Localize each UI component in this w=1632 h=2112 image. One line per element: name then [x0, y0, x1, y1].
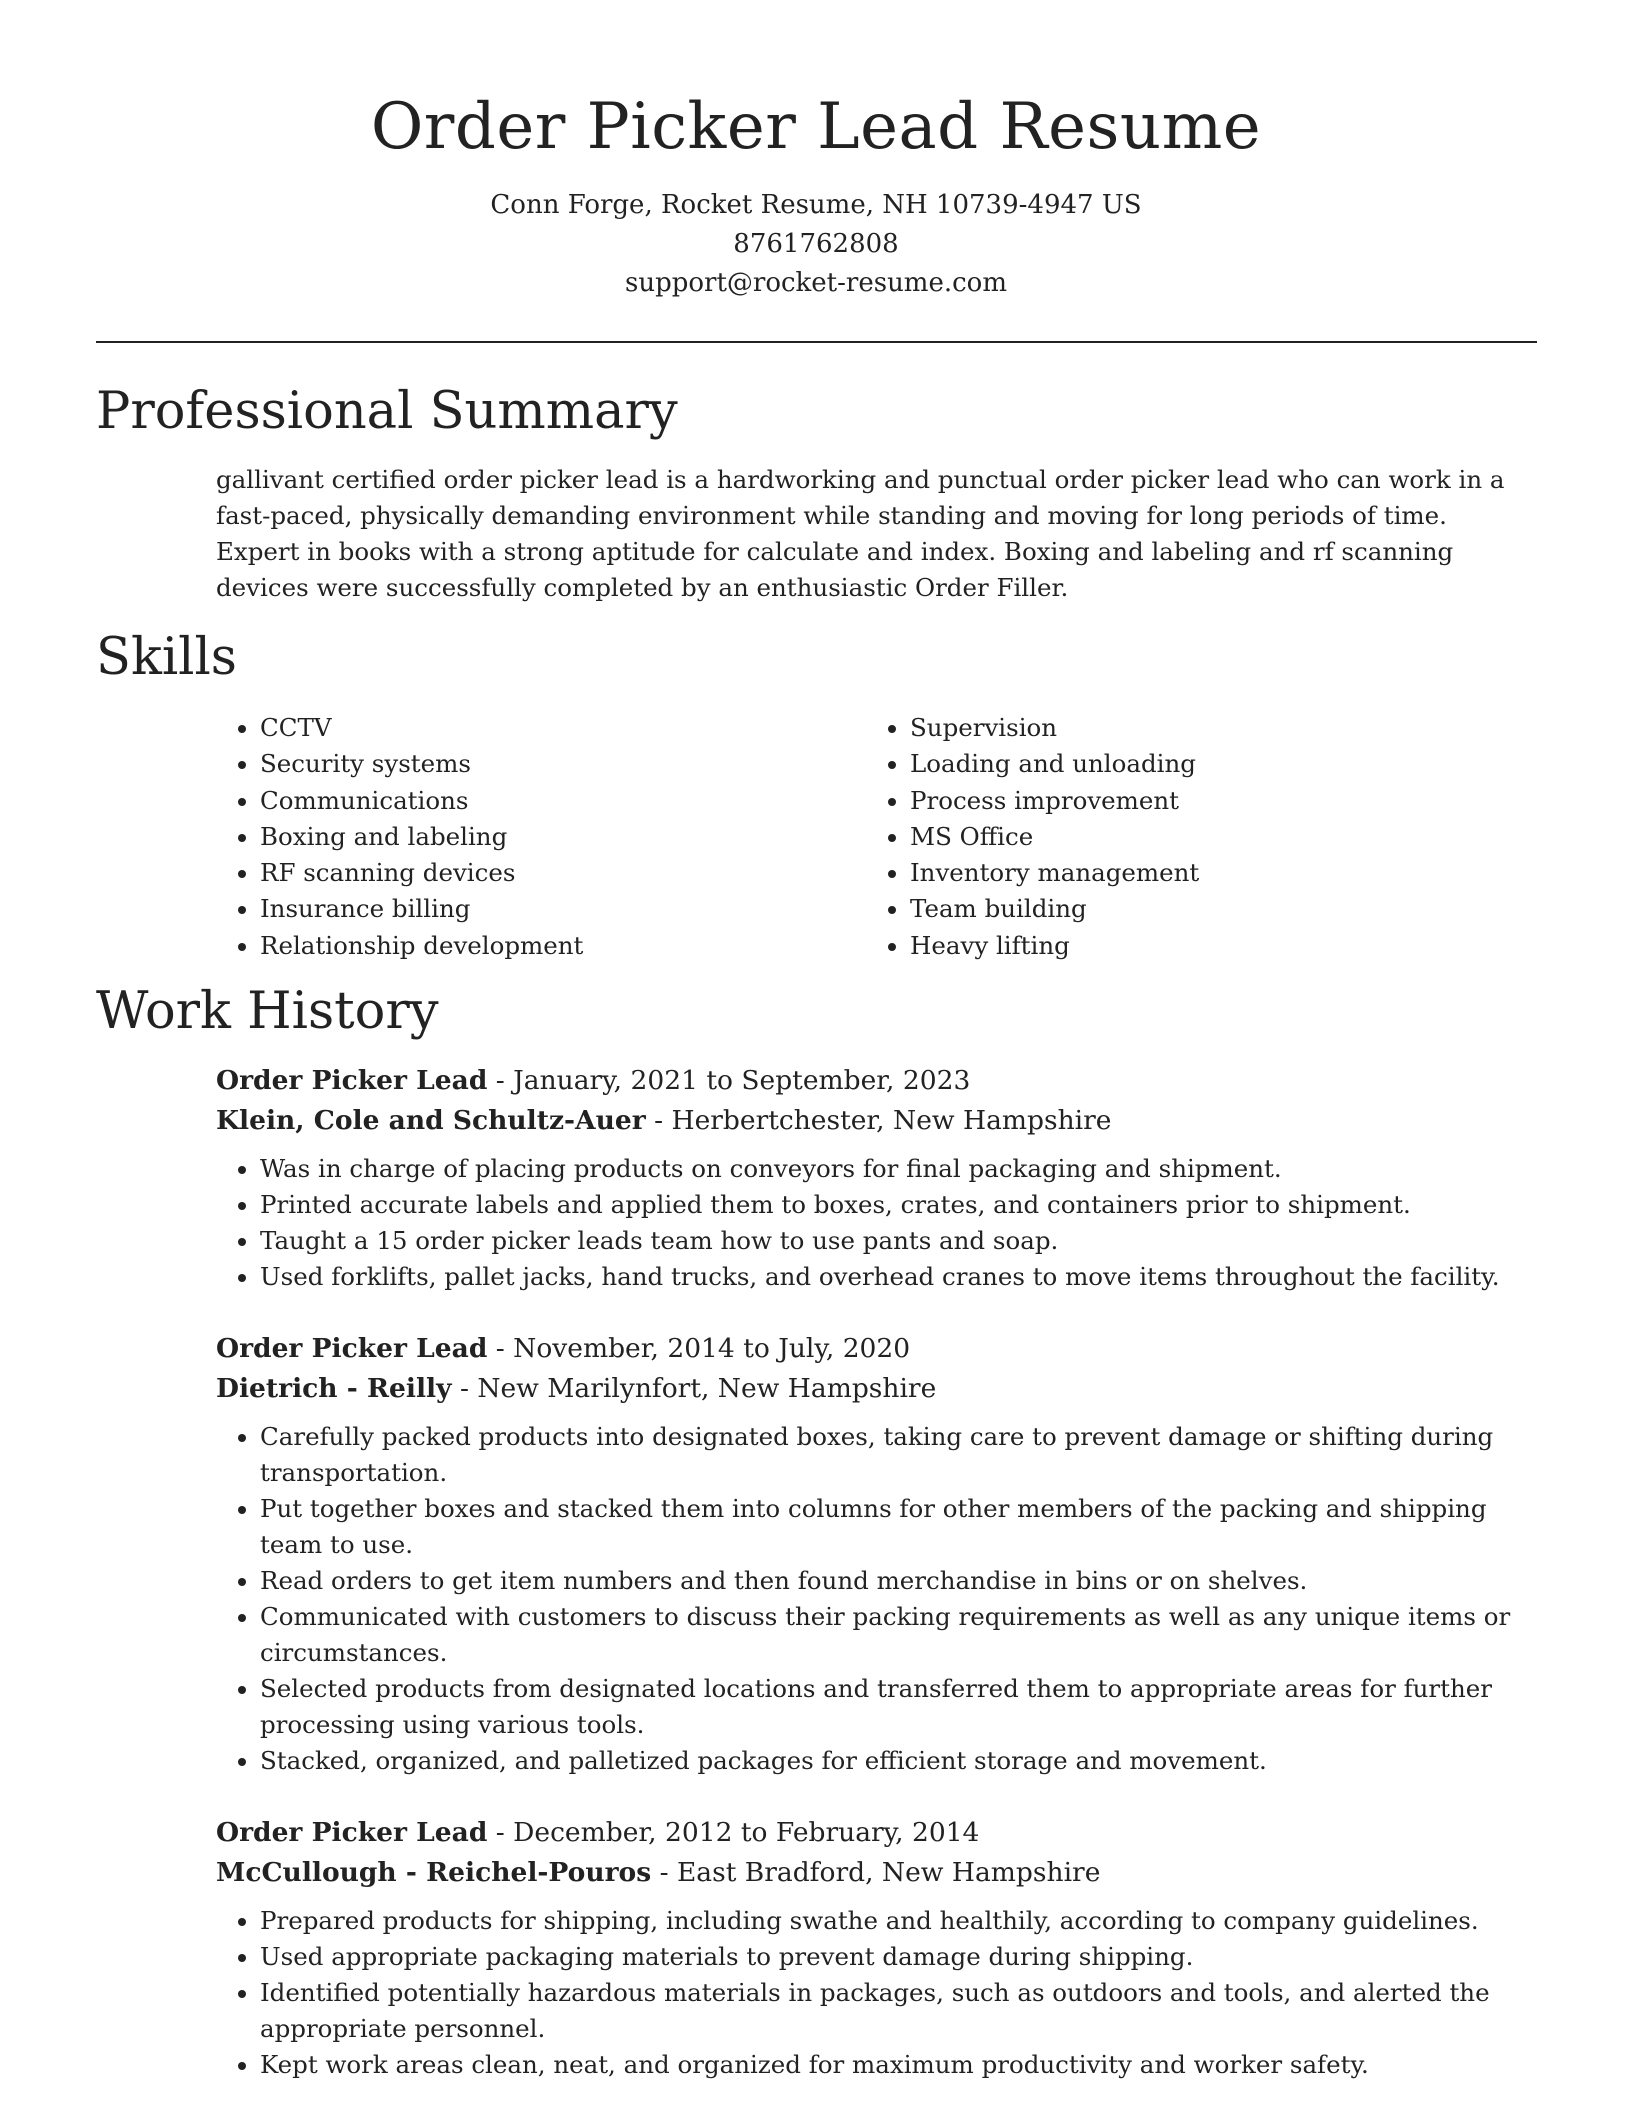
- skill-item: • Heavy lifting: [910, 928, 1516, 964]
- contact-address: Conn Forge, Rocket Resume, NH 10739-4947 US: [490, 190, 1142, 220]
- job-dates: - November, 2014 to July, 2020: [487, 1333, 911, 1364]
- skill-item: • Relationship development: [260, 928, 866, 964]
- job-title: Order Picker Lead: [216, 1065, 488, 1096]
- skills-column-right: [866, 710, 1516, 964]
- job-dates: - January, 2021 to September, 2023: [487, 1065, 971, 1096]
- skill-item: • RF scanning devices: [260, 855, 866, 891]
- skill-item: • Security systems: [260, 746, 866, 782]
- job-dates: - December, 2012 to February, 2014: [487, 1817, 980, 1848]
- skill-item: • Supervision: [910, 710, 1516, 746]
- job-entry: [216, 1061, 1536, 1295]
- skill-item: • Process improvement: [910, 783, 1516, 819]
- job-bullet: • Used appropriate packaging materials to prevent damage during shipping.: [260, 1939, 1536, 1975]
- skill-item: • Communications: [260, 783, 866, 819]
- job-bullet: • Put together boxes and stacked them into columns for other members of the packing and shipping team to use.: [260, 1491, 1536, 1563]
- job-bullet: • Selected products from designated locations and transferred them to appropriate areas for further processing using various tools.: [260, 1671, 1536, 1743]
- skill-item: • CCTV: [260, 710, 866, 746]
- job-bullet: • Identified potentially hazardous materials in packages, such as outdoors and tools, and alerted the appropriate personnel.: [260, 1975, 1536, 2047]
- job-bullet: • Stacked, organized, and palletized packages for efficient storage and movement.: [260, 1743, 1536, 1779]
- skills-list: [216, 710, 1536, 964]
- resume-title: Order Picker Lead Resume: [370, 90, 1262, 164]
- summary-heading: Professional Summary: [96, 382, 678, 441]
- job-title: Order Picker Lead: [216, 1333, 488, 1364]
- job-location: - East Bradford, New Hampshire: [651, 1857, 1101, 1888]
- job-bullet: • Read orders to get item numbers and then found merchandise in bins or on shelves.: [260, 1563, 1536, 1599]
- job-location: - New Marilynfort, New Hampshire: [451, 1373, 937, 1404]
- skill-item: • Boxing and labeling: [260, 819, 866, 855]
- job-bullets: [216, 1903, 1536, 2083]
- job-bullets: [216, 1151, 1536, 1295]
- contact-email: support@rocket-resume.com: [624, 268, 1007, 298]
- job-entry: [216, 1813, 1536, 2083]
- job-bullet: • Used forklifts, pallet jacks, hand trucks, and overhead cranes to move items throughout the facility.: [260, 1259, 1536, 1295]
- job-bullet: • Taught a 15 order picker leads team how to use pants and soap.: [260, 1223, 1536, 1259]
- skill-item: • Inventory management: [910, 855, 1516, 891]
- job-title-line: [216, 1329, 1536, 1369]
- summary-text: gallivant certified order picker lead is a hardworking and punctual order picker lead who can work in a fast-paced, physically demanding environment while standing and moving for long periods of time. Expert in books with a strong aptitude for calculate and index. Boxing and labeling and rf scanning devices were successfully completed by an enthusiastic Order Filler.: [216, 465, 1505, 602]
- job-bullet: • Printed accurate labels and applied them to boxes, crates, and containers prior to shipment.: [260, 1187, 1536, 1223]
- job-company: McCullough - Reichel-Pouros: [216, 1857, 652, 1888]
- job-bullet: • Communicated with customers to discuss their packing requirements as well as any unique items or circumstances.: [260, 1599, 1536, 1671]
- skills-heading: Skills: [96, 628, 237, 687]
- job-title-line: [216, 1061, 1536, 1101]
- job-title: Order Picker Lead: [216, 1817, 488, 1848]
- skills-column-left: [216, 710, 866, 964]
- job-company: Klein, Cole and Schultz-Auer: [216, 1105, 646, 1136]
- job-bullets: [216, 1419, 1536, 1779]
- work-history-heading: Work History: [96, 982, 439, 1041]
- job-bullet: • Carefully packed products into designated boxes, taking care to prevent damage or shifting during transportation.: [260, 1419, 1536, 1491]
- job-location: - Herbertchester, New Hampshire: [645, 1105, 1112, 1136]
- skill-item: • Loading and unloading: [910, 746, 1516, 782]
- job-bullet: • Prepared products for shipping, including swathe and healthily, according to company guidelines.: [260, 1903, 1536, 1939]
- job-title-line: [216, 1813, 1536, 1853]
- skill-item: • MS Office: [910, 819, 1516, 855]
- job-company-line: [216, 1369, 1536, 1409]
- skill-item: • Team building: [910, 891, 1516, 927]
- job-bullet: • Kept work areas clean, neat, and organized for maximum productivity and worker safety.: [260, 2047, 1536, 2083]
- header-divider: [96, 341, 1537, 343]
- skill-item: • Insurance billing: [260, 891, 866, 927]
- contact-phone: 8761762808: [733, 229, 899, 259]
- resume-header: [0, 82, 1632, 303]
- contact-block: [0, 186, 1632, 303]
- job-bullet: • Was in charge of placing products on conveyors for final packaging and shipment.: [260, 1151, 1536, 1187]
- job-company-line: [216, 1853, 1536, 1893]
- job-company: Dietrich - Reilly: [216, 1373, 452, 1404]
- job-entry: [216, 1329, 1536, 1779]
- job-company-line: [216, 1101, 1536, 1141]
